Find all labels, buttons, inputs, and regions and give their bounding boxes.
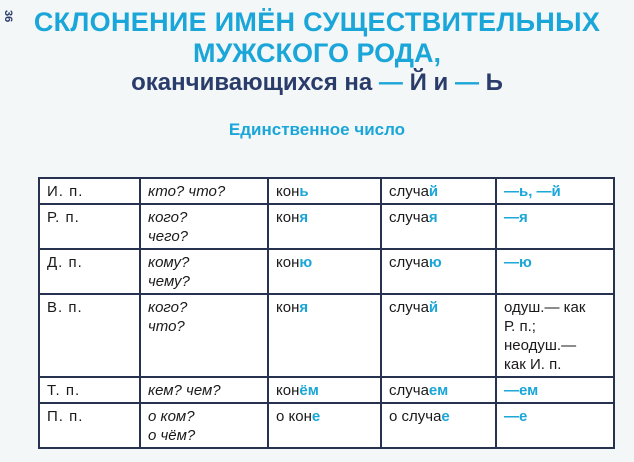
word-kon-cell: [268, 403, 381, 448]
ending-line: Р. п.;: [504, 318, 536, 335]
word-ending: я: [299, 299, 309, 316]
title-and: и: [433, 69, 449, 96]
declension-table: [38, 177, 615, 449]
word-sluchai-cell: [381, 178, 496, 204]
case-cell: Д. п.: [39, 249, 140, 294]
word-stem: случа: [389, 183, 429, 200]
word-stem: случа: [389, 299, 429, 316]
ending-cell: [496, 204, 614, 249]
ending-line: —ь, —й: [504, 183, 561, 200]
ending-line: как И. п.: [504, 356, 562, 373]
word-kon-cell: [268, 204, 381, 249]
ending-line: —я: [504, 209, 528, 226]
table-row: [39, 204, 614, 249]
page-title: [0, 6, 634, 98]
ending-line: —е: [504, 408, 528, 425]
question-line: кому?: [148, 254, 190, 271]
table-row: [39, 403, 614, 448]
word-ending: е: [441, 408, 450, 425]
word-ending: ю: [299, 254, 313, 271]
table-row: [39, 377, 614, 403]
subtitle: Единственное число: [228, 120, 406, 139]
word-ending: ь: [299, 183, 309, 200]
ending-cell: [496, 249, 614, 294]
word-kon-cell: [268, 249, 381, 294]
question-line: о ком?: [148, 408, 195, 425]
word-stem: о случа: [389, 408, 442, 425]
question-line: чего?: [148, 228, 189, 245]
ending-line: неодуш.—: [504, 337, 577, 354]
question-line: кто? что?: [148, 183, 226, 200]
word-ending: й: [428, 183, 439, 200]
question-line: что?: [148, 318, 185, 335]
word-sluchai-cell: [381, 294, 496, 377]
title-dash-1: —: [378, 69, 403, 96]
word-kon-cell: [268, 377, 381, 403]
question-line: кого?: [148, 209, 188, 226]
question-cell: [140, 204, 268, 249]
word-kon-cell: [268, 294, 381, 377]
word-stem: случа: [389, 382, 429, 399]
background-bleed: [40, 98, 44, 113]
table-row: [39, 249, 614, 294]
ending-line: —ю: [504, 254, 532, 271]
word-ending: ю: [428, 254, 442, 271]
title-prefix: оканчивающихся на: [131, 69, 373, 96]
word-stem: случа: [389, 209, 429, 226]
word-stem: случа: [389, 254, 429, 271]
word-ending: ём: [299, 382, 319, 399]
ending-cell: [496, 294, 614, 377]
word-stem: кон: [276, 183, 300, 200]
question-line: кого?: [148, 299, 188, 316]
word-kon-cell: [268, 178, 381, 204]
question-cell: [140, 178, 268, 204]
case-cell: Т. п.: [39, 377, 140, 403]
word-stem: кон: [276, 209, 300, 226]
ending-line: одуш.— как: [504, 299, 586, 316]
page-number: 36: [2, 10, 14, 23]
word-sluchai-cell: [381, 249, 496, 294]
question-cell: [140, 249, 268, 294]
title-letter-1: Й: [409, 69, 427, 96]
title-line-2: МУЖСКОГО РОДА,: [193, 38, 441, 68]
case-cell: В. п.: [39, 294, 140, 377]
question-line: чему?: [148, 273, 190, 290]
case-cell: И. п.: [39, 178, 140, 204]
word-sluchai-cell: [381, 377, 496, 403]
word-stem: кон: [276, 382, 300, 399]
question-cell: [140, 377, 268, 403]
word-sluchai-cell: [381, 403, 496, 448]
word-ending: ем: [428, 382, 449, 399]
table-row: [39, 178, 614, 204]
title-line-3: [0, 68, 634, 98]
ending-cell: [496, 403, 614, 448]
question-line: о чём?: [148, 427, 196, 444]
ending-cell: [496, 178, 614, 204]
question-cell: [140, 403, 268, 448]
word-ending: я: [428, 209, 438, 226]
title-line-1: СКЛОНЕНИЕ ИМЁН СУЩЕСТВИТЕЛЬНЫХ: [33, 7, 601, 37]
word-stem: о кон: [276, 408, 312, 425]
question-line: кем? чем?: [148, 382, 221, 399]
question-cell: [140, 294, 268, 377]
word-ending: й: [428, 299, 439, 316]
table-row: [39, 294, 614, 377]
ending-cell: [496, 377, 614, 403]
word-stem: кон: [276, 254, 300, 271]
word-sluchai-cell: [381, 204, 496, 249]
word-ending: я: [299, 209, 309, 226]
word-stem: кон: [276, 299, 300, 316]
case-cell: Р. п.: [39, 204, 140, 249]
case-cell: П. п.: [39, 403, 140, 448]
ending-line: —ем: [504, 382, 539, 399]
title-dash-2: —: [454, 69, 479, 96]
word-ending: е: [311, 408, 321, 425]
title-letter-2: Ь: [485, 69, 503, 96]
